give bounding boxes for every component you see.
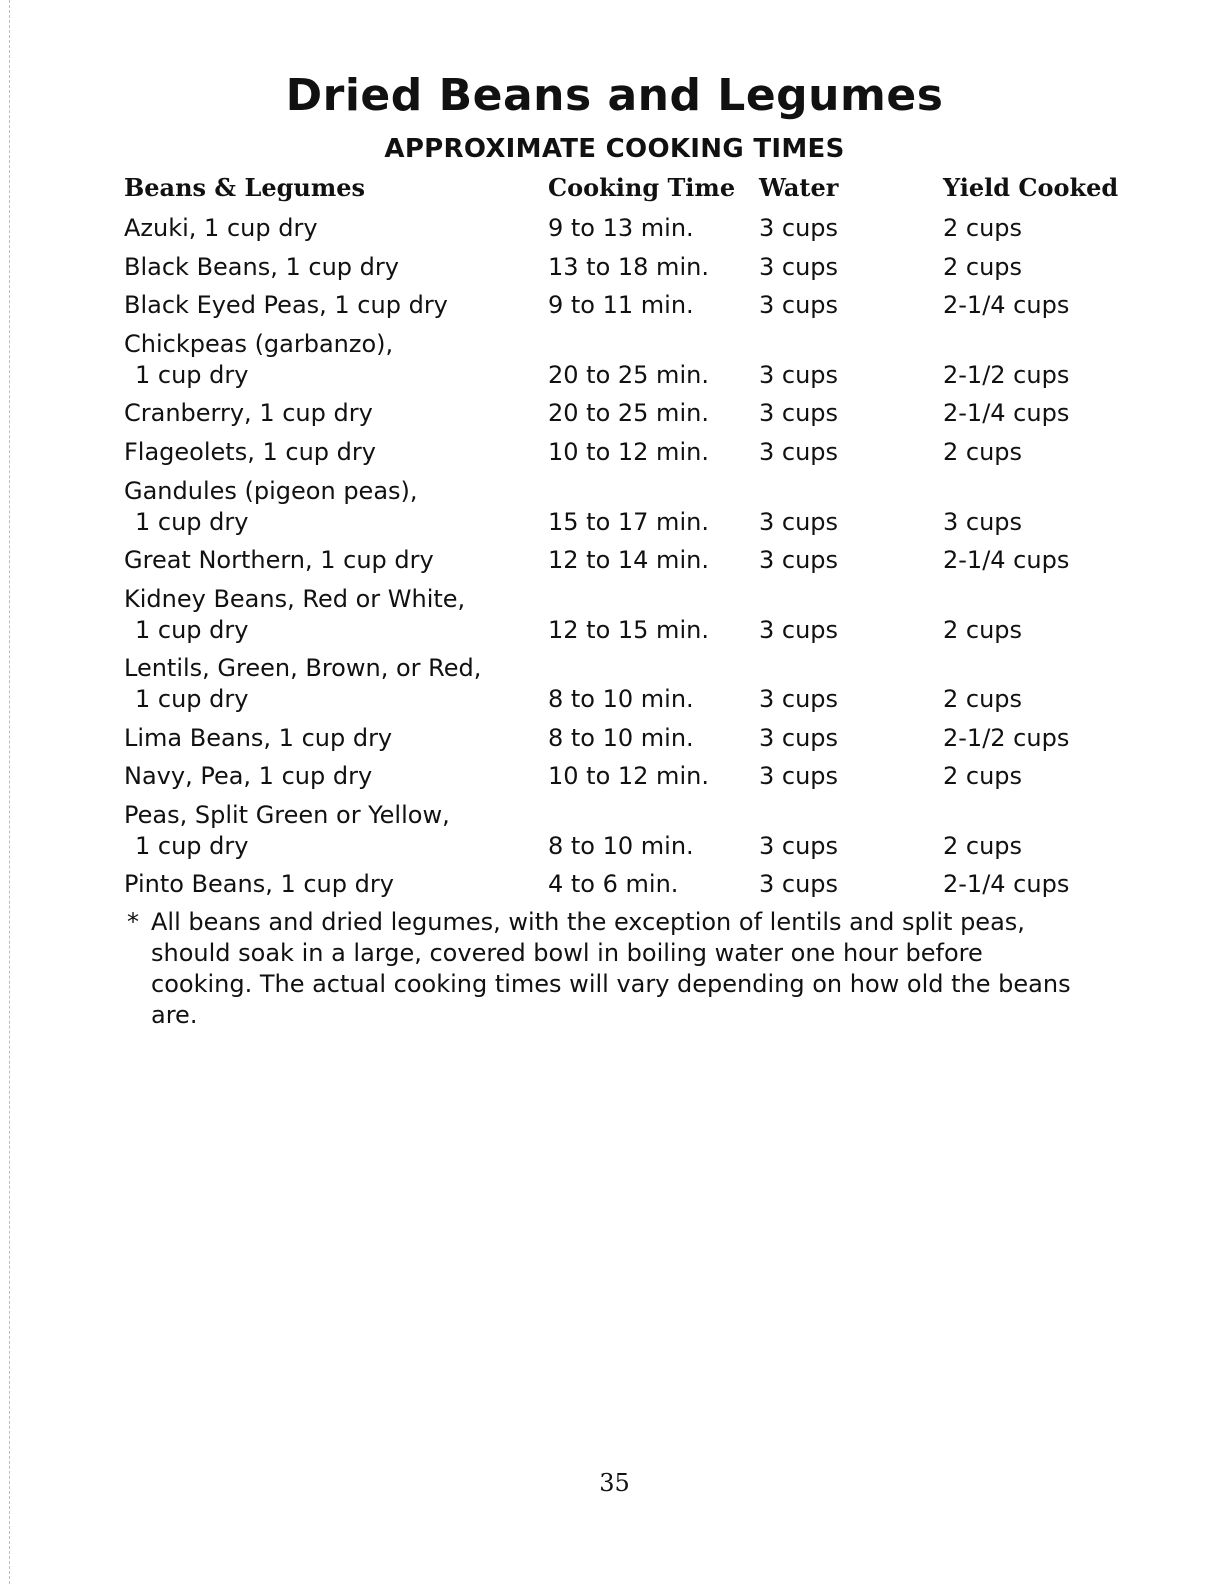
bean-name: Black Eyed Peas, 1 cup dry <box>124 291 448 320</box>
water-amount: 3 cups <box>759 546 839 574</box>
yield-cooked: 2 cups <box>943 685 1023 714</box>
water-amount: 3 cups <box>759 214 839 242</box>
cooking-time: 13 to 18 min. <box>548 252 709 281</box>
bean-name-continuation: 1 cup dry <box>135 615 249 644</box>
water-amount: 3 cups <box>759 507 839 536</box>
cooking-time: 8 to 10 min. <box>548 723 694 752</box>
cooking-time: 12 to 15 min. <box>548 615 709 644</box>
water-amount: 3 cups <box>759 399 839 428</box>
bean-name-continuation: 1 cup dry <box>135 831 249 860</box>
bean-name: Gandules (pigeon peas), <box>124 476 418 505</box>
bean-name-continuation: 1 cup dry <box>135 507 249 536</box>
water-amount: 3 cups <box>759 360 839 389</box>
bean-name: Navy, Pea, 1 cup dry <box>124 762 373 791</box>
bean-name: Cranberry, 1 cup dry <box>124 399 373 428</box>
bean-name: Flageolets, 1 cup dry <box>124 437 376 466</box>
yield-cooked: 2 cups <box>943 762 1023 791</box>
footnote-marker: * <box>127 908 139 936</box>
water-amount: 3 cups <box>759 685 839 714</box>
cooking-time: 10 to 12 min. <box>548 437 709 466</box>
cooking-time: 15 to 17 min. <box>548 507 709 536</box>
column-header-beans: Beans & Legumes <box>124 173 365 202</box>
yield-cooked: 2-1/2 cups <box>943 723 1070 752</box>
page-title: Dried Beans and Legumes <box>285 70 944 121</box>
page-number: 35 <box>599 1469 630 1497</box>
water-amount: 3 cups <box>759 762 839 791</box>
cooking-time: 20 to 25 min. <box>548 360 709 389</box>
water-amount: 3 cups <box>759 831 839 860</box>
bean-name: Chickpeas (garbanzo), <box>124 329 394 358</box>
yield-cooked: 2-1/4 cups <box>943 291 1070 320</box>
yield-cooked: 2 cups <box>943 831 1023 860</box>
column-header-cooking-time: Cooking Time <box>548 173 736 202</box>
scan-edge-line <box>9 0 10 1584</box>
bean-name: Azuki, 1 cup dry <box>124 214 318 242</box>
cooking-time: 9 to 13 min. <box>548 214 694 242</box>
cooking-time: 20 to 25 min. <box>548 399 709 428</box>
water-amount: 3 cups <box>759 252 839 281</box>
bean-name: Lima Beans, 1 cup dry <box>124 723 393 752</box>
footnote <box>127 907 1087 1031</box>
yield-cooked: 2-1/4 cups <box>943 870 1070 899</box>
water-amount: 3 cups <box>759 870 839 899</box>
yield-cooked: 2 cups <box>943 214 1023 242</box>
yield-cooked: 2-1/2 cups <box>943 360 1070 389</box>
bean-name: Peas, Split Green or Yellow, <box>124 800 450 829</box>
bean-name: Kidney Beans, Red or White, <box>124 584 466 613</box>
yield-cooked: 3 cups <box>943 507 1023 536</box>
yield-cooked: 2 cups <box>943 252 1023 281</box>
bean-name-continuation: 1 cup dry <box>135 360 249 389</box>
water-amount: 3 cups <box>759 291 839 320</box>
bean-name: Pinto Beans, 1 cup dry <box>124 870 394 899</box>
yield-cooked: 2 cups <box>943 437 1023 466</box>
cooking-time: 8 to 10 min. <box>548 831 694 860</box>
column-header-water: Water <box>759 173 839 202</box>
bean-name-continuation: 1 cup dry <box>135 685 249 714</box>
cooking-time: 12 to 14 min. <box>548 546 709 574</box>
yield-cooked: 2-1/4 cups <box>943 399 1070 428</box>
water-amount: 3 cups <box>759 615 839 644</box>
page-subtitle: APPROXIMATE COOKING TIMES <box>384 134 845 164</box>
column-header-yield: Yield Cooked <box>943 173 1119 202</box>
cooking-time: 4 to 6 min. <box>548 870 679 899</box>
bean-name: Lentils, Green, Brown, or Red, <box>124 654 482 683</box>
cooking-time: 9 to 11 min. <box>548 291 694 320</box>
footnote-text: All beans and dried legumes, with the exception of lentils and split peas, should soak in a large, covered bowl in boiling water one hour before cooking. The actual cooking times will vary depending on how old the beans are. <box>151 908 1071 1029</box>
water-amount: 3 cups <box>759 437 839 466</box>
bean-name: Great Northern, 1 cup dry <box>124 546 434 574</box>
yield-cooked: 2 cups <box>943 615 1023 644</box>
bean-name: Black Beans, 1 cup dry <box>124 252 399 281</box>
cooking-time: 8 to 10 min. <box>548 685 694 714</box>
water-amount: 3 cups <box>759 723 839 752</box>
cooking-time: 10 to 12 min. <box>548 762 709 791</box>
yield-cooked: 2-1/4 cups <box>943 546 1070 574</box>
